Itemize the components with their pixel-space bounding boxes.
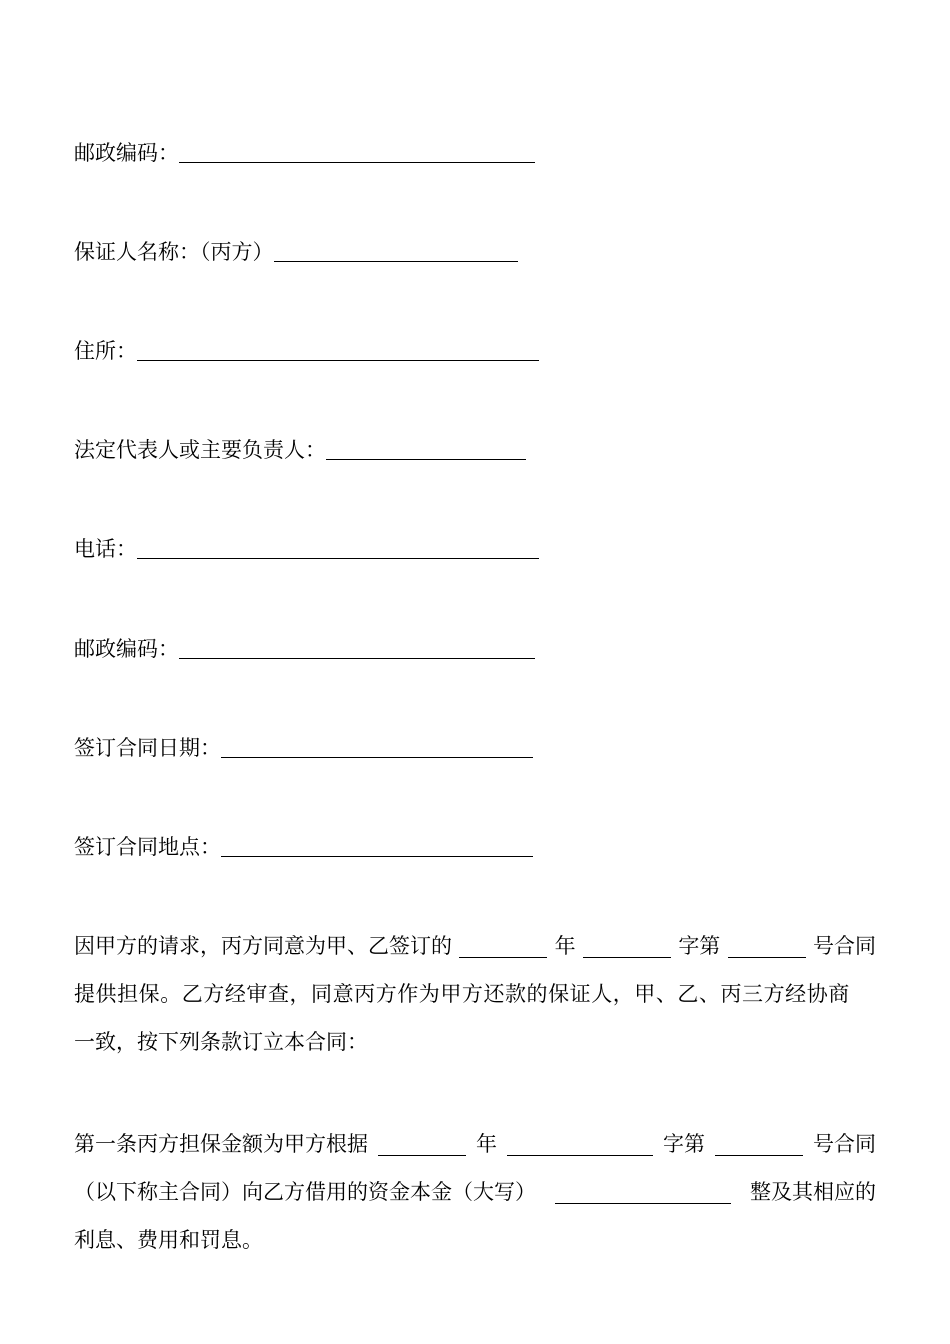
intro-text-line2: 提供担保。乙方经审查，同意丙方作为甲方还款的保证人，甲、乙、丙三方经协商 bbox=[74, 982, 850, 1006]
principal-amount-blank[interactable] bbox=[555, 1202, 731, 1204]
legal-rep-label: 法定代表人或主要负责人： bbox=[74, 438, 326, 462]
intro-paragraph bbox=[74, 922, 876, 1066]
article-1-text-a: 第一条丙方担保金额为甲方根据 bbox=[74, 1132, 368, 1156]
sign-place-blank[interactable] bbox=[221, 855, 533, 857]
article-1-line-1 bbox=[74, 1120, 876, 1168]
intro-text-c: 字第 bbox=[678, 934, 721, 958]
article-1-text-line2a: （以下称主合同）向乙方借用的资金本金（大写） bbox=[74, 1180, 536, 1204]
intro-text-line3: 一致，按下列条款订立本合同： bbox=[74, 1030, 368, 1054]
legal-rep-blank[interactable] bbox=[326, 458, 526, 460]
contract-word-blank[interactable] bbox=[583, 956, 671, 958]
postal-code-field-1 bbox=[74, 140, 535, 166]
postal-code-blank[interactable] bbox=[179, 161, 535, 163]
intro-text-b: 年 bbox=[554, 934, 576, 958]
guarantor-name-field bbox=[74, 239, 518, 265]
address-field bbox=[74, 338, 539, 364]
phone-field bbox=[74, 536, 539, 562]
sign-place-field bbox=[74, 834, 533, 860]
address-label: 住所： bbox=[74, 339, 137, 363]
guarantor-name-blank[interactable] bbox=[274, 260, 518, 262]
article-1-line-3 bbox=[74, 1216, 876, 1264]
main-contract-number-blank[interactable] bbox=[715, 1154, 803, 1156]
intro-text-a: 因甲方的请求，丙方同意为甲、乙签订的 bbox=[74, 934, 452, 958]
sign-place-label: 签订合同地点： bbox=[74, 835, 221, 859]
article-1-text-line3: 利息、费用和罚息。 bbox=[74, 1228, 263, 1252]
article-1-line-2 bbox=[74, 1168, 876, 1216]
intro-line-1 bbox=[74, 922, 876, 970]
sign-date-label: 签订合同日期： bbox=[74, 736, 221, 760]
postal-code-blank[interactable] bbox=[179, 657, 535, 659]
article-1-text-line2b: 整及其相应的 bbox=[750, 1180, 876, 1204]
contract-year-blank[interactable] bbox=[459, 956, 547, 958]
legal-rep-field bbox=[74, 437, 526, 463]
postal-code-label: 邮政编码： bbox=[74, 637, 179, 661]
article-1-paragraph bbox=[74, 1120, 876, 1264]
postal-code-label: 邮政编码： bbox=[74, 141, 179, 165]
contract-number-blank[interactable] bbox=[728, 956, 806, 958]
intro-line-3 bbox=[74, 1018, 876, 1066]
address-blank[interactable] bbox=[137, 359, 539, 361]
article-1-text-c: 字第 bbox=[663, 1132, 705, 1156]
postal-code-field-2 bbox=[74, 636, 535, 662]
intro-text-d: 号合同 bbox=[812, 934, 876, 958]
main-contract-year-blank[interactable] bbox=[378, 1154, 466, 1156]
main-contract-word-blank[interactable] bbox=[507, 1154, 653, 1156]
sign-date-blank[interactable] bbox=[221, 756, 533, 758]
intro-line-2 bbox=[74, 970, 876, 1018]
sign-date-field bbox=[74, 735, 533, 761]
article-1-text-d: 号合同 bbox=[813, 1132, 876, 1156]
article-1-text-b: 年 bbox=[476, 1132, 497, 1156]
guarantor-name-label: 保证人名称：（丙方） bbox=[74, 240, 274, 264]
phone-label: 电话： bbox=[74, 537, 137, 561]
phone-blank[interactable] bbox=[137, 557, 539, 559]
